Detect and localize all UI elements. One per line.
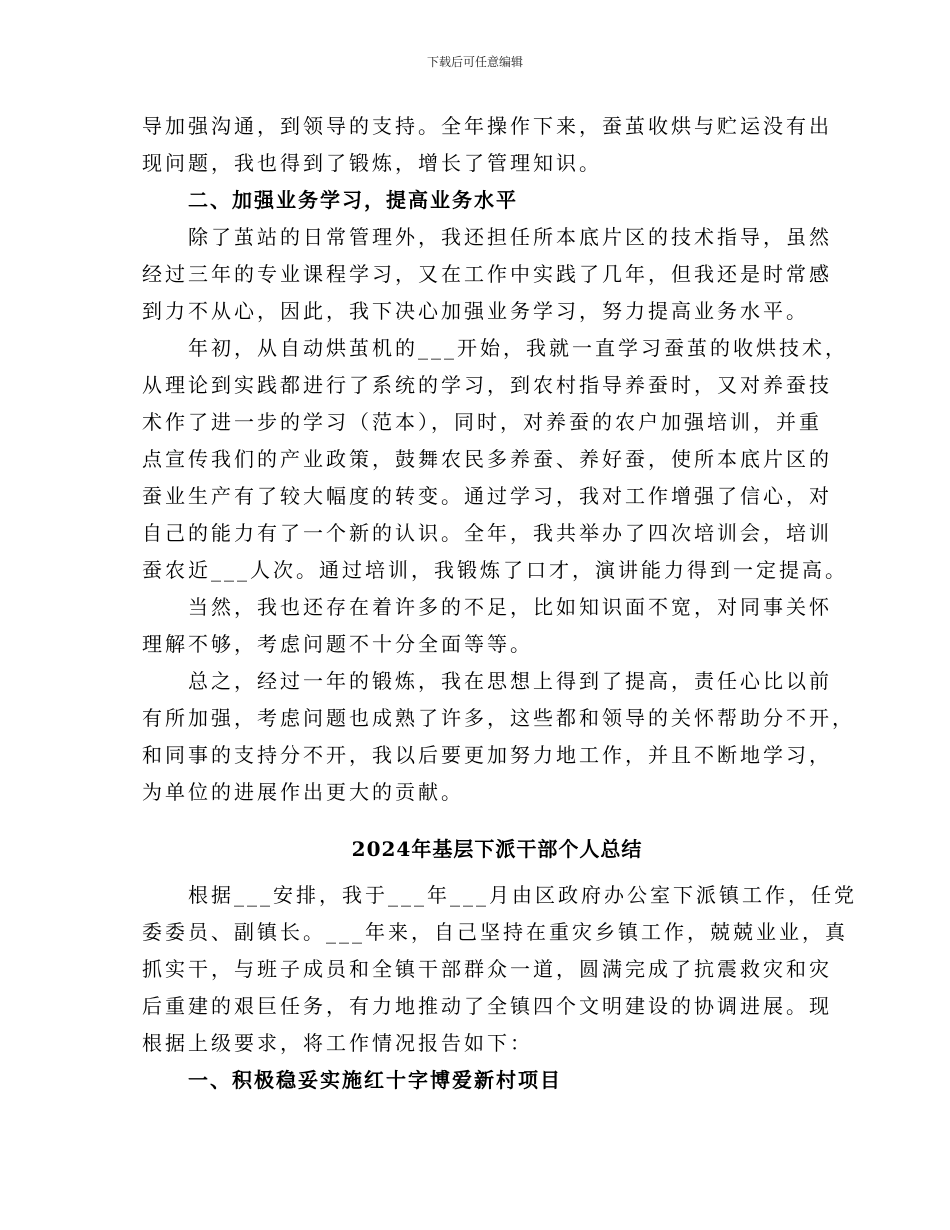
body-line: 后重建的艰巨任务，有力地推动了全镇四个文明建设的协调进展。现 (142, 994, 832, 1018)
body-line: 现问题，我也得到了锻炼，增长了管理知识。 (142, 151, 602, 175)
page-header: 下载后可任意编辑 (426, 55, 523, 69)
body-line: 蚕农近___人次。通过培训，我锻炼了口才，演讲能力得到一定提高。 (142, 558, 848, 582)
body-line: 年初，从自动烘茧机的___开始，我就一直学习蚕茧的收烘技术， (188, 336, 848, 360)
body-line: 蚕业生产有了较大幅度的转变。通过学习，我对工作增强了信心，对 (142, 484, 832, 508)
section-heading: 二、加强业务学习，提高业务水平 (188, 188, 518, 212)
body-line: 理解不够，考虑问题不十分全面等等。 (142, 632, 533, 656)
body-line: 自己的能力有了一个新的认识。全年，我共举办了四次培训会，培训 (142, 521, 832, 545)
body-line: 抓实干，与班子成员和全镇干部群众一道，圆满完成了抗震救灾和灾 (142, 957, 832, 981)
body-line: 除了茧站的日常管理外，我还担任所本底片区的技术指导，虽然 (188, 225, 832, 249)
body-line: 点宣传我们的产业政策，鼓舞农民多养蚕、养好蚕，使所本底片区的 (142, 447, 832, 471)
body-line: 当然，我也还存在着许多的不足，比如知识面不宽，对同事关怀 (188, 595, 832, 619)
body-line: 术作了进一步的学习（范本），同时，对养蚕的农户加强培训，并重 (142, 410, 822, 434)
body-line: 从理论到实践都进行了系统的学习，到农村指导养蚕时，又对养蚕技 (142, 373, 832, 397)
body-line: 和同事的支持分不开，我以后要更加努力地工作，并且不断地学习， (142, 743, 832, 767)
body-line: 导加强沟通，到领导的支持。全年操作下来，蚕茧收烘与贮运没有出 (142, 114, 832, 138)
body-line: 到力不从心，因此，我下决心加强业务学习，努力提高业务水平。 (142, 299, 809, 323)
body-line: 有所加强，考虑问题也成熟了许多，这些都和领导的关怀帮助分不开， (142, 706, 855, 730)
document-body (142, 108, 857, 1099)
body-line: 总之，经过一年的锻炼，我在思想上得到了提高，责任心比以前 (188, 669, 832, 693)
spacer (142, 868, 812, 877)
body-line: 委委员、副镇长。___年来，自己坚持在重灾乡镇工作，兢兢业业，真 (142, 920, 848, 944)
body-line: 根据上级要求，将工作情况报告如下： (142, 1031, 533, 1055)
document-title: 2024年基层下派干部个人总结 (351, 837, 643, 861)
body-line: 为单位的进展作出更大的贡献。 (142, 780, 464, 804)
body-line: 根据___安排，我于___年___月由区政府办公室下派镇工作，任党 (188, 883, 857, 907)
section-heading: 一、积极稳妥实施红十字博爱新村项目 (188, 1068, 562, 1092)
body-line: 经过三年的专业课程学习，又在工作中实践了几年，但我还是时常感 (142, 262, 832, 286)
spacer (142, 811, 812, 831)
